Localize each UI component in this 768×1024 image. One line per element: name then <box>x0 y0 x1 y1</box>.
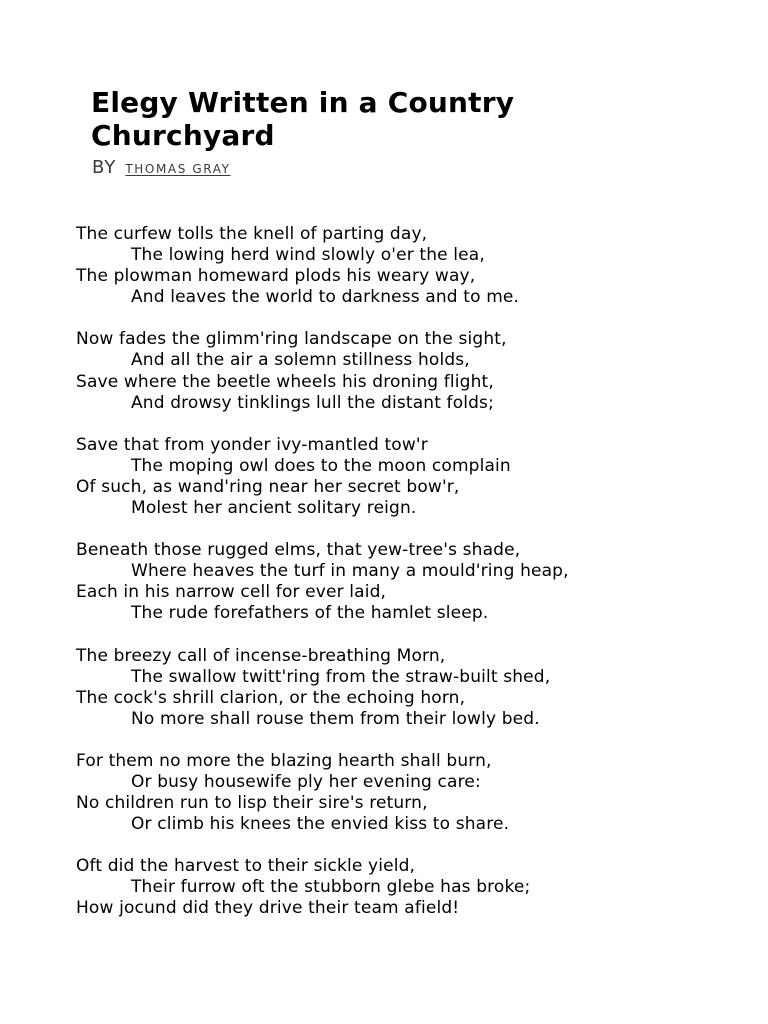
byline <box>92 157 231 183</box>
poem-line: Each in his narrow cell for ever laid, <box>76 582 387 603</box>
poem-line-indented: Where heaves the turf in many a mould'ring heap, <box>131 561 569 582</box>
poem-line-indented: Molest her ancient solitary reign. <box>131 498 417 519</box>
poem-line-indented: And drowsy tinklings lull the distant folds; <box>131 392 494 413</box>
poem-line: The plowman homeward plods his weary way, <box>76 266 476 287</box>
poem-line: Beneath those rugged elms, that yew-tree's shade, <box>76 540 521 561</box>
stanza <box>76 329 736 413</box>
poem-line-indented: The rude forefathers of the hamlet sleep. <box>131 603 489 624</box>
poem-line-indented: Their furrow oft the stubborn glebe has broke; <box>131 877 531 898</box>
poem-line-indented: No more shall rouse them from their lowly bed. <box>131 708 540 729</box>
by-label: BY <box>92 157 117 178</box>
poem-title: Elegy Written in a Country Churchyard <box>91 86 515 152</box>
poem-line: The curfew tolls the knell of parting day, <box>76 224 428 244</box>
stanza <box>76 751 736 835</box>
poem-body <box>76 224 736 941</box>
poem-line: No children run to lisp their sire's return, <box>76 793 428 814</box>
poem-line-indented: Or busy housewife ply her evening care: <box>131 771 481 792</box>
stanza <box>76 646 736 730</box>
stanza <box>76 856 736 919</box>
poem-line: Save where the beetle wheels his droning flight, <box>76 371 494 392</box>
poem-line-indented: Or climb his knees the envied kiss to share. <box>131 814 510 835</box>
poem-line: Oft did the harvest to their sickle yield, <box>76 856 416 877</box>
poem-line: Save that from yonder ivy-mantled tow'r <box>76 434 428 455</box>
poem-line: For them no more the blazing hearth shall burn, <box>76 750 492 771</box>
poem-line: Of such, as wand'ring near her secret bow'r, <box>76 476 460 497</box>
poem-line: The breezy call of incense-breathing Morn, <box>76 645 446 666</box>
author-link[interactable]: THOMAS GRAY <box>125 162 231 176</box>
stanza <box>76 224 736 308</box>
poem-line-indented: The swallow twitt'ring from the straw-built shed, <box>131 666 551 687</box>
stanza <box>76 435 736 519</box>
stanza <box>76 540 736 624</box>
poem-line-indented: The moping owl does to the moon complain <box>131 455 511 476</box>
poem-line-indented: The lowing herd wind slowly o'er the lea, <box>131 245 485 266</box>
poem-line-indented: And leaves the world to darkness and to me. <box>131 287 520 308</box>
poem-line: How jocund did they drive their team afield! <box>76 898 460 919</box>
poem-line-indented: And all the air a solemn stillness holds, <box>131 350 470 371</box>
poem-line: Now fades the glimm'ring landscape on the sight, <box>76 329 507 350</box>
poem-line: The cock's shrill clarion, or the echoing horn, <box>76 687 466 708</box>
